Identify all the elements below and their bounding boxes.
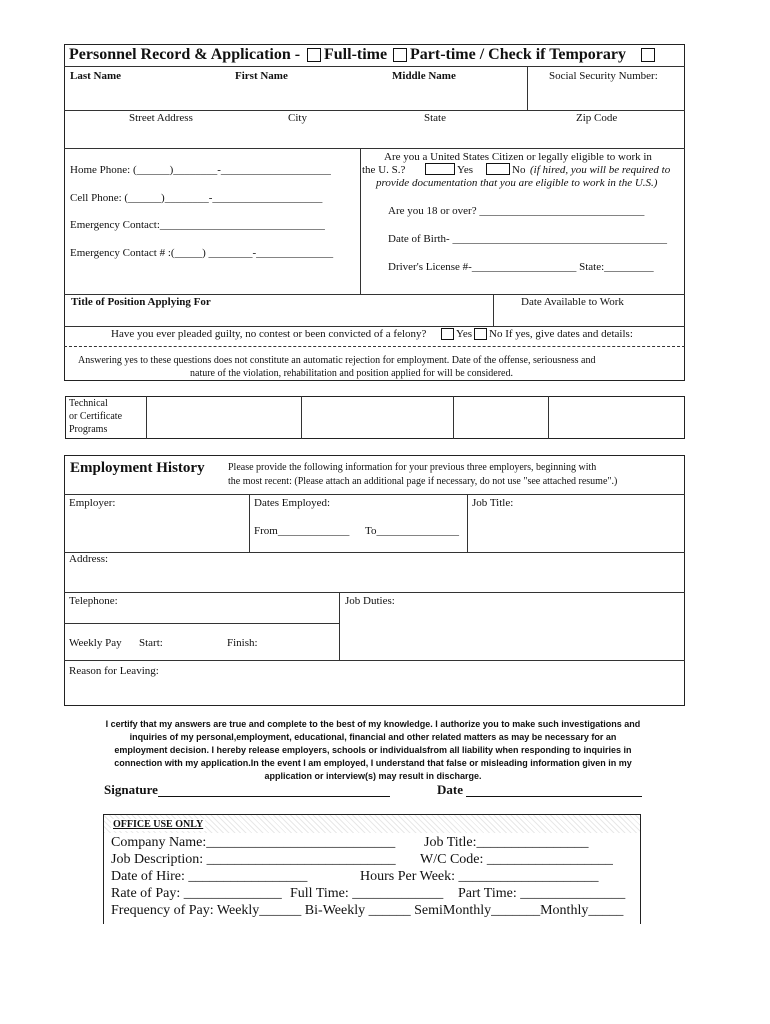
position-title-label: Title of Position Applying For [71, 296, 211, 308]
weekly-pay-label: Weekly Pay [69, 637, 122, 649]
hours-per-week-field[interactable]: Hours Per Week: ____________________ [360, 869, 599, 884]
certification-text: I certify that my answers are true and complete to the best of my knowledge. I authorize you to make such investigations and inquiries of my personal,employment, educational, financial and other related matters as may be necessary for an employment decision. I hereby release employers, schools or individualsfrom all liability when responding to inquiries in connection with my application.In the event I am employed, I understand that false or misleading information given in my application or interview(s) may result in discharge. [105, 719, 641, 781]
technical-programs-box [65, 396, 685, 439]
cell-phone-field[interactable]: Cell Phone: (______)________-____________________ [70, 192, 323, 204]
felony-yes-checkbox[interactable] [441, 328, 454, 340]
technical-label-line2: or Certificate [69, 411, 123, 422]
ssn-label: Social Security Number: [549, 70, 658, 82]
emergency-contact-field[interactable]: Emergency Contact:______________________________ [70, 219, 325, 231]
parttime-checkbox[interactable] [393, 48, 407, 62]
felony-no-checkbox[interactable] [474, 328, 487, 340]
last-name-label: Last Name [70, 70, 122, 82]
citizen-question-line2b: (if hired, you will be required to [530, 164, 671, 176]
felony-yes-label: Yes [456, 328, 473, 340]
job-description-field[interactable]: Job Description: ___________________________ [111, 852, 396, 867]
date-label: Date [437, 782, 463, 797]
citizen-question-line2a: the U. S.? [362, 164, 406, 176]
citizen-no-checkbox[interactable] [486, 163, 510, 175]
age-question-field[interactable]: Are you 18 or over? ______________________________ [388, 205, 645, 217]
wc-code-field[interactable]: W/C Code: __________________ [420, 852, 613, 867]
dates-employed-label: Dates Employed: [254, 497, 331, 509]
citizen-yes-label: Yes [457, 164, 474, 176]
employment-desc-line1: Please provide the following information for your previous three employers, beginning with [228, 462, 597, 473]
felony-no-label: No If yes, give dates and details: [489, 328, 633, 340]
middle-name-label: Middle Name [392, 70, 456, 82]
felony-note-line2: nature of the violation, rehabilitation and position applied for will be considered. [190, 368, 513, 379]
zip-code-label: Zip Code [576, 112, 618, 124]
finish-pay-label: Finish: [227, 637, 258, 649]
signature-line[interactable] [158, 796, 390, 797]
job-duties-label: Job Duties: [345, 595, 395, 607]
citizen-question-line3: provide documentation that you are eligible to work in the U.S.) [376, 177, 658, 189]
felony-note-line1: Answering yes to these questions does not constitute an automatic rejection for employment. Date of the offense, seriousness and [78, 355, 596, 366]
fulltime-label: Full-time [324, 46, 388, 63]
temporary-checkbox[interactable] [641, 48, 655, 62]
start-pay-label: Start: [139, 637, 163, 649]
employment-desc-line2: the most recent: (Please attach an additional page if necessary, do not use "see attached resume".) [228, 476, 618, 487]
full-time-field[interactable]: Full Time: _____________ [290, 886, 444, 901]
citizen-no-label: No [512, 164, 526, 176]
technical-label-line1: Technical [69, 398, 108, 409]
rate-of-pay-field[interactable]: Rate of Pay: ______________ [111, 886, 282, 901]
emergency-number-field[interactable]: Emergency Contact # :(_____) ________-______________ [70, 247, 334, 259]
citizen-question-line1: Are you a United States Citizen or legally eligible to work in [384, 151, 652, 163]
parttime-temporary-label: Part-time / Check if Temporary [410, 46, 626, 63]
employment-history-title: Employment History [70, 460, 205, 476]
date-of-birth-field[interactable]: Date of Birth- _______________________________________ [388, 233, 667, 245]
office-use-title: OFFICE USE ONLY [113, 819, 204, 830]
employer-label: Employer: [69, 497, 116, 509]
home-phone-field[interactable]: Home Phone: (______)________-____________________ [70, 164, 331, 176]
part-time-field[interactable]: Part Time: _______________ [458, 886, 626, 901]
city-label: City [288, 112, 307, 124]
signature-label: Signature [104, 782, 158, 797]
reason-leaving-label: Reason for Leaving: [69, 665, 159, 677]
street-address-label: Street Address [129, 112, 193, 124]
address-label: Address: [69, 553, 109, 565]
form-title: Personnel Record & Application - [69, 46, 301, 63]
technical-label-line3: Programs [69, 424, 108, 435]
citizen-yes-checkbox[interactable] [425, 163, 455, 175]
from-field[interactable]: From_____________ [254, 525, 350, 537]
first-name-label: First Name [235, 70, 288, 82]
company-name-field[interactable]: Company Name:___________________________ [111, 835, 396, 850]
date-of-hire-field[interactable]: Date of Hire: _________________ [111, 869, 308, 884]
date-line[interactable] [466, 796, 642, 797]
fulltime-checkbox[interactable] [307, 48, 321, 62]
state-label: State [424, 112, 446, 124]
frequency-of-pay-field[interactable]: Frequency of Pay: Weekly______ Bi-Weekly ______ SemiMonthly_______Monthly_____ [111, 903, 624, 918]
job-title-label: Job Title: [472, 497, 514, 509]
office-job-title-field[interactable]: Job Title:________________ [424, 835, 589, 850]
drivers-license-field[interactable]: Driver's License #-___________________ State:_________ [388, 261, 654, 273]
to-field[interactable]: To_______________ [365, 525, 459, 537]
telephone-label: Telephone: [69, 595, 118, 607]
felony-question: Have you ever pleaded guilty, no contest or been convicted of a felony? [111, 328, 427, 340]
date-available-label: Date Available to Work [521, 296, 624, 308]
